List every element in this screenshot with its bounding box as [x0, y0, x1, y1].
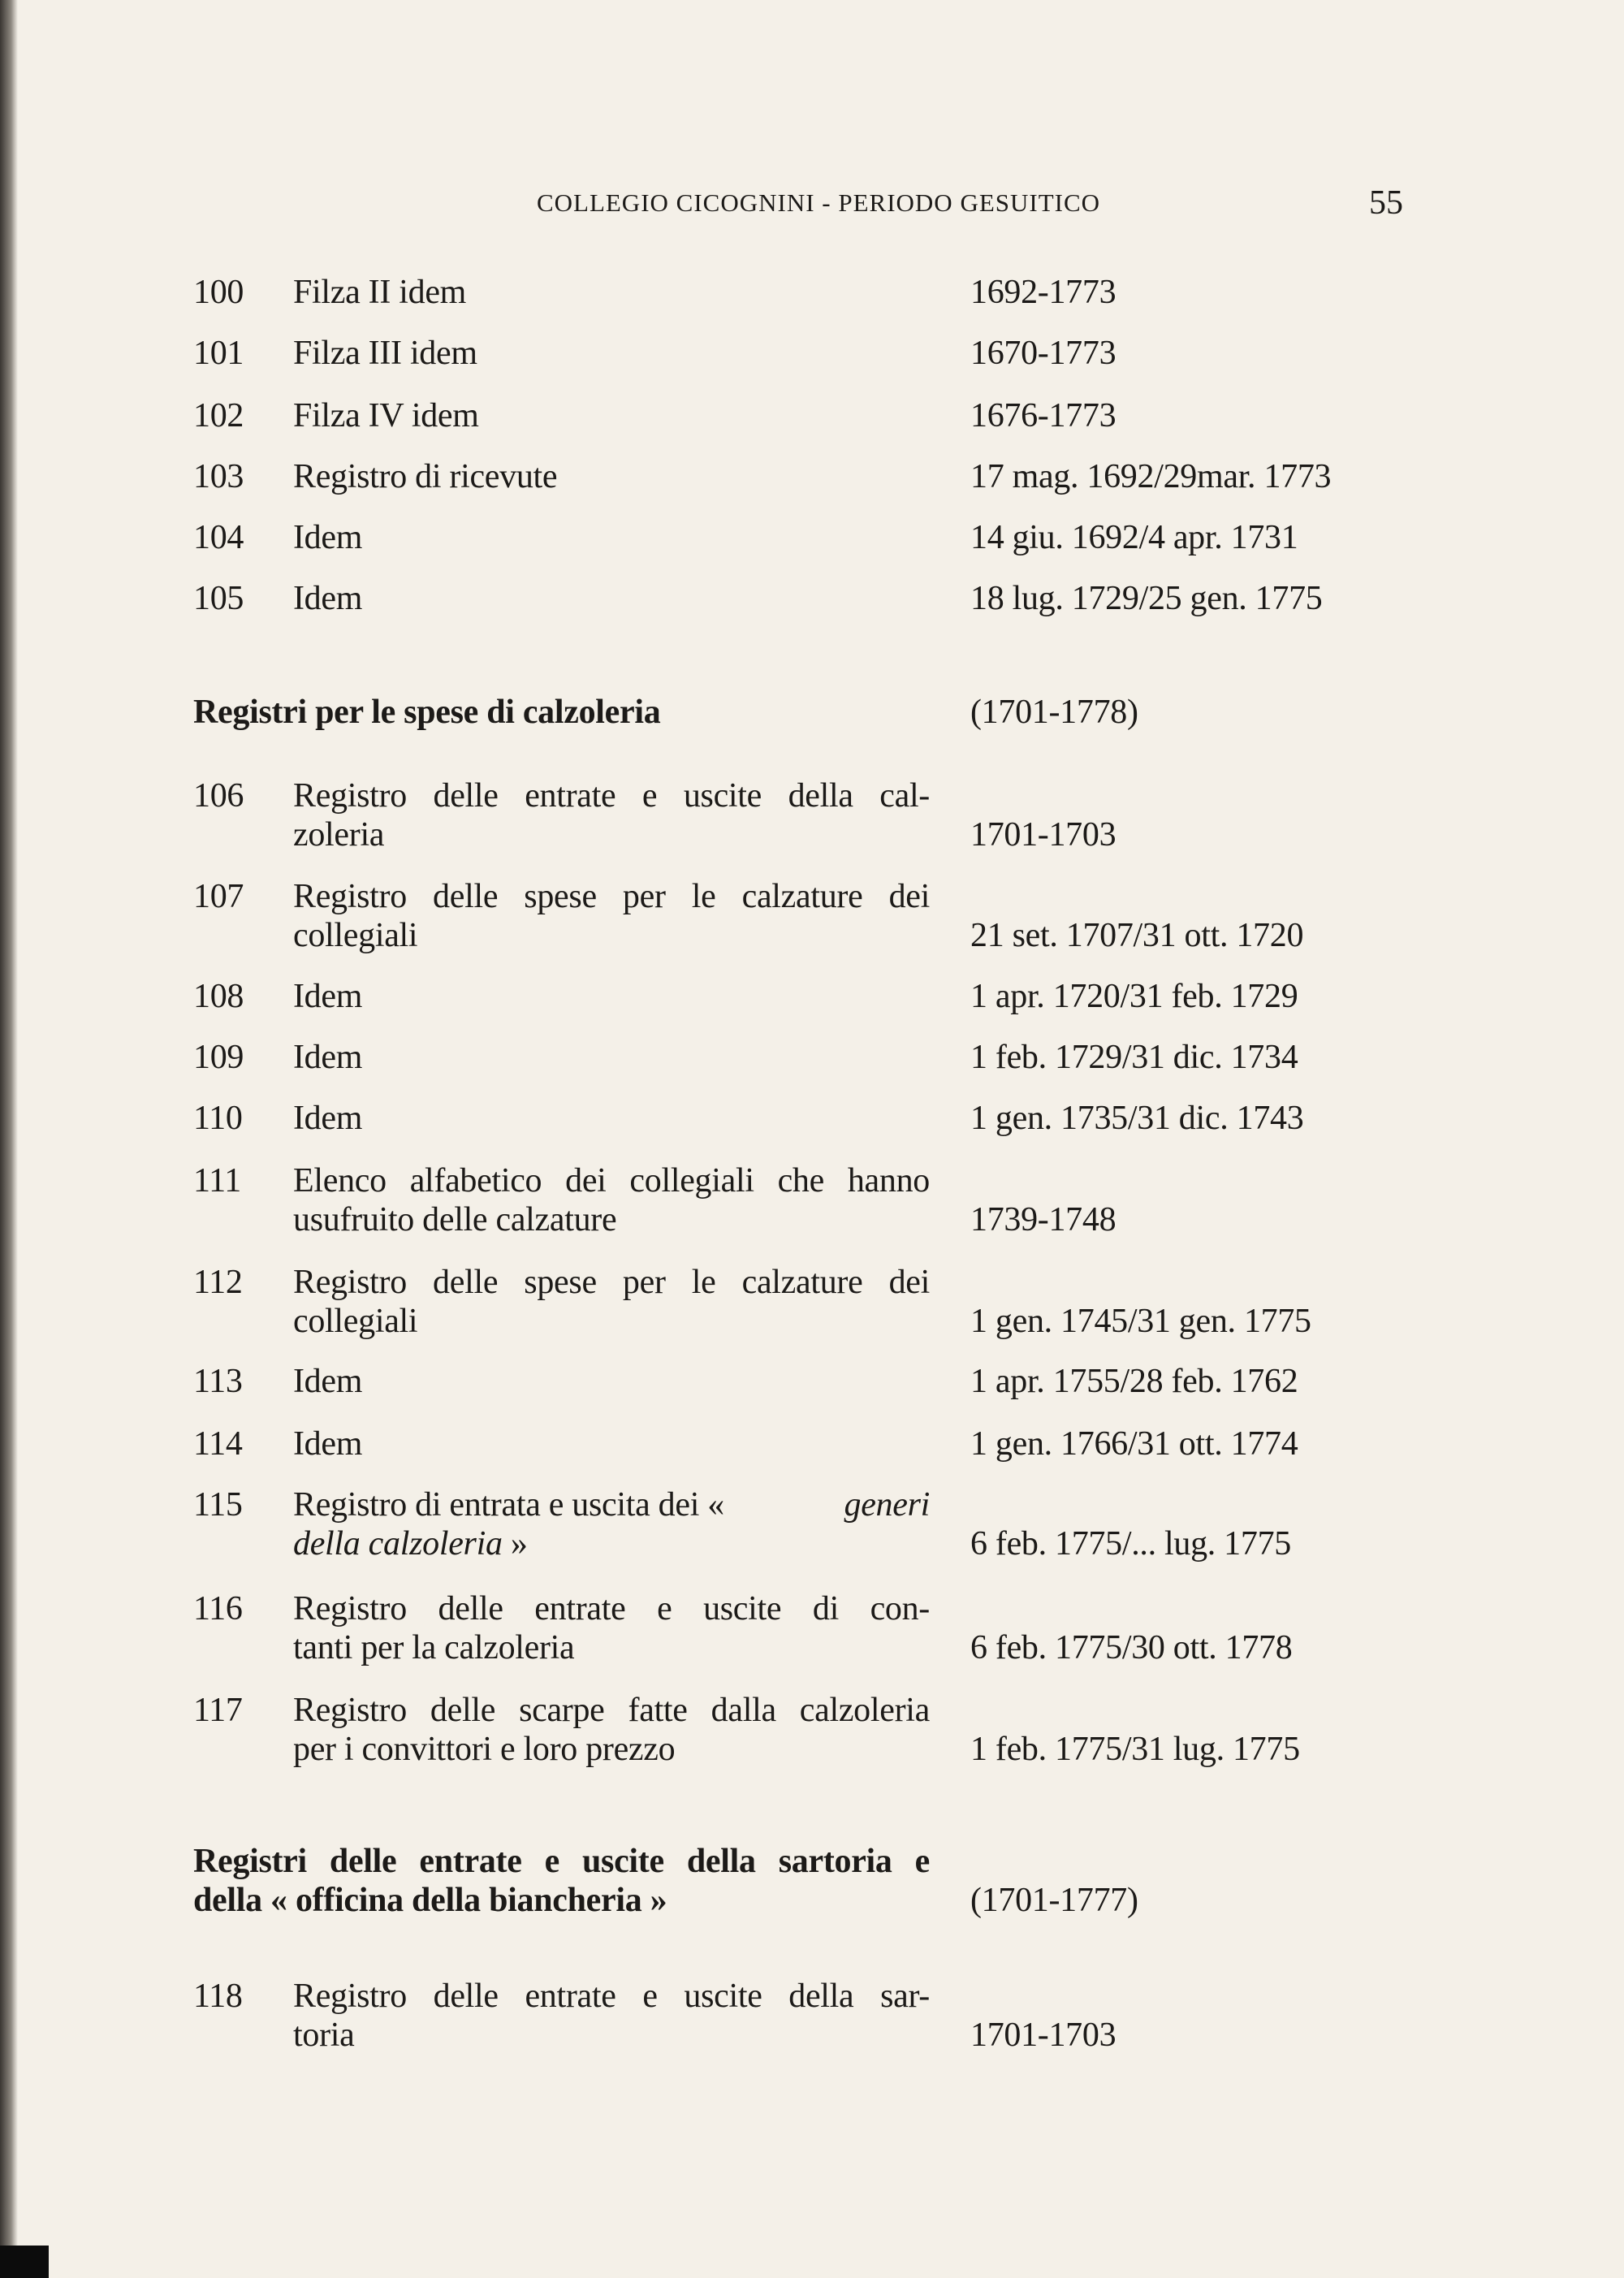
- entry-date-range: 1 apr. 1720/31 feb. 1729: [970, 978, 1298, 1015]
- entry-date-range: 6 feb. 1775/... lug. 1775: [970, 1525, 1291, 1563]
- entry-date-range: 1676-1773: [970, 397, 1116, 434]
- entry-title: [293, 334, 930, 373]
- title-line: Registro delle scarpe fatte dalla calzoleria: [293, 1692, 930, 1729]
- entry-number: 112: [193, 1264, 243, 1301]
- entry-date-range: 1 feb. 1729/31 dic. 1734: [970, 1039, 1298, 1076]
- title-line: Registri delle entrate e uscite della sartoria e: [193, 1843, 930, 1880]
- entry-number: 101: [193, 335, 244, 372]
- entry-number: 100: [193, 274, 244, 311]
- section-title: [193, 1842, 930, 1920]
- entry-number: 110: [193, 1100, 243, 1137]
- entry-date-range: 1 apr. 1755/28 feb. 1762: [970, 1363, 1298, 1400]
- entry-title: [293, 1977, 930, 2055]
- entry-number: 106: [193, 777, 244, 815]
- running-head: COLLEGIO CICOGNINI - PERIODO GESUITICO: [536, 188, 1101, 217]
- entry-date-range: 1 gen. 1735/31 dic. 1743: [970, 1100, 1304, 1137]
- entry-number: 103: [193, 458, 244, 495]
- title-line: Registro delle entrate e uscite di con-: [293, 1590, 930, 1627]
- entry-title: [293, 273, 930, 312]
- title-line: usufruito delle calzature: [293, 1201, 617, 1238]
- text-segment: »: [502, 1525, 528, 1563]
- title-line: Registro delle spese per le calzature dei: [293, 878, 930, 915]
- entry-title: [293, 1099, 930, 1138]
- title-line: Idem: [293, 519, 363, 556]
- page-number: 55: [1369, 184, 1403, 222]
- title-line: Filza II idem: [293, 274, 467, 311]
- entry-title: [293, 1485, 930, 1563]
- entry-date-range: 1739-1748: [970, 1201, 1116, 1238]
- entry-title: [293, 1691, 930, 1769]
- section-title: [193, 693, 930, 732]
- entry-number: 111: [193, 1162, 241, 1200]
- entry-number: 109: [193, 1039, 244, 1076]
- entry-date-range: 14 giu. 1692/4 apr. 1731: [970, 519, 1298, 556]
- title-line: Idem: [293, 978, 363, 1015]
- entry-title: [293, 1263, 930, 1341]
- entry-date-range: 6 feb. 1775/30 ott. 1778: [970, 1629, 1293, 1666]
- title-line: Filza III idem: [293, 335, 477, 372]
- title-line: Idem: [293, 1363, 363, 1400]
- section-date-range: (1701-1778): [970, 694, 1138, 731]
- entry-title: [293, 1589, 930, 1667]
- title-line: zoleria: [293, 816, 385, 854]
- entry-date-range: 1692-1773: [970, 274, 1116, 311]
- entry-date-range: 1701-1703: [970, 816, 1116, 854]
- entry-title: [293, 776, 930, 854]
- title-line: [293, 1524, 930, 1563]
- title-line: collegiali: [293, 1303, 418, 1340]
- title-line: Idem: [293, 1039, 363, 1076]
- entry-number: 108: [193, 978, 244, 1015]
- entry-number: 113: [193, 1363, 243, 1400]
- title-line: per i convittori e loro prezzo: [293, 1731, 676, 1768]
- page-edge-shadow: [0, 0, 18, 2278]
- scan-corner: [0, 2246, 49, 2278]
- entry-title: [293, 457, 930, 496]
- entry-title: [293, 1038, 930, 1077]
- title-line: Registro delle spese per le calzature dei: [293, 1264, 930, 1301]
- title-line: Idem: [293, 1100, 363, 1137]
- entry-title: [293, 518, 930, 557]
- entry-number: 107: [193, 878, 244, 915]
- title-line: Idem: [293, 1425, 363, 1463]
- title-line: Registro delle entrate e uscite della sar-: [293, 1978, 930, 2015]
- title-line: [293, 1485, 930, 1524]
- entry-number: 118: [193, 1978, 243, 2015]
- italic-segment: della calzoleria: [293, 1525, 503, 1563]
- title-line: Registri per le spese di calzoleria: [193, 694, 661, 731]
- section-date-range: (1701-1777): [970, 1882, 1138, 1919]
- title-line: della « officina della biancheria »: [193, 1882, 667, 1919]
- entry-date-range: 1701-1703: [970, 2016, 1116, 2054]
- entry-date-range: 1 gen. 1766/31 ott. 1774: [970, 1425, 1298, 1463]
- title-line: collegiali: [293, 917, 418, 954]
- entry-date-range: 1670-1773: [970, 335, 1116, 372]
- entry-title: [293, 579, 930, 618]
- entry-date-range: 17 mag. 1692/29mar. 1773: [970, 458, 1332, 495]
- entry-title: [293, 877, 930, 955]
- entry-title: [293, 1362, 930, 1401]
- entry-date-range: 18 lug. 1729/25 gen. 1775: [970, 580, 1323, 617]
- entry-date-range: 1 feb. 1775/31 lug. 1775: [970, 1731, 1300, 1768]
- title-line: toria: [293, 2016, 355, 2054]
- title-line: Filza IV idem: [293, 397, 479, 434]
- title-line: Elenco alfabetico dei collegiali che hanno: [293, 1162, 930, 1200]
- entry-number: 117: [193, 1692, 243, 1729]
- entry-date-range: 1 gen. 1745/31 gen. 1775: [970, 1303, 1311, 1340]
- entry-title: [293, 396, 930, 435]
- entry-title: [293, 1161, 930, 1239]
- title-line: Idem: [293, 580, 363, 617]
- entry-number: 105: [193, 580, 244, 617]
- entry-number: 102: [193, 397, 244, 434]
- title-line: tanti per la calzoleria: [293, 1629, 575, 1666]
- entry-title: [293, 977, 930, 1016]
- entry-number: 114: [193, 1425, 243, 1463]
- entry-number: 104: [193, 519, 244, 556]
- entry-number: 115: [193, 1486, 243, 1524]
- entry-title: [293, 1424, 930, 1463]
- text-segment: Registro di entrata e uscita dei «: [293, 1486, 733, 1524]
- entry-date-range: 21 set. 1707/31 ott. 1720: [970, 917, 1304, 954]
- title-line: Registro di ricevute: [293, 458, 558, 495]
- entry-number: 116: [193, 1590, 243, 1627]
- title-line: Registro delle entrate e uscite della cal-: [293, 777, 930, 815]
- italic-segment: generi: [844, 1486, 930, 1524]
